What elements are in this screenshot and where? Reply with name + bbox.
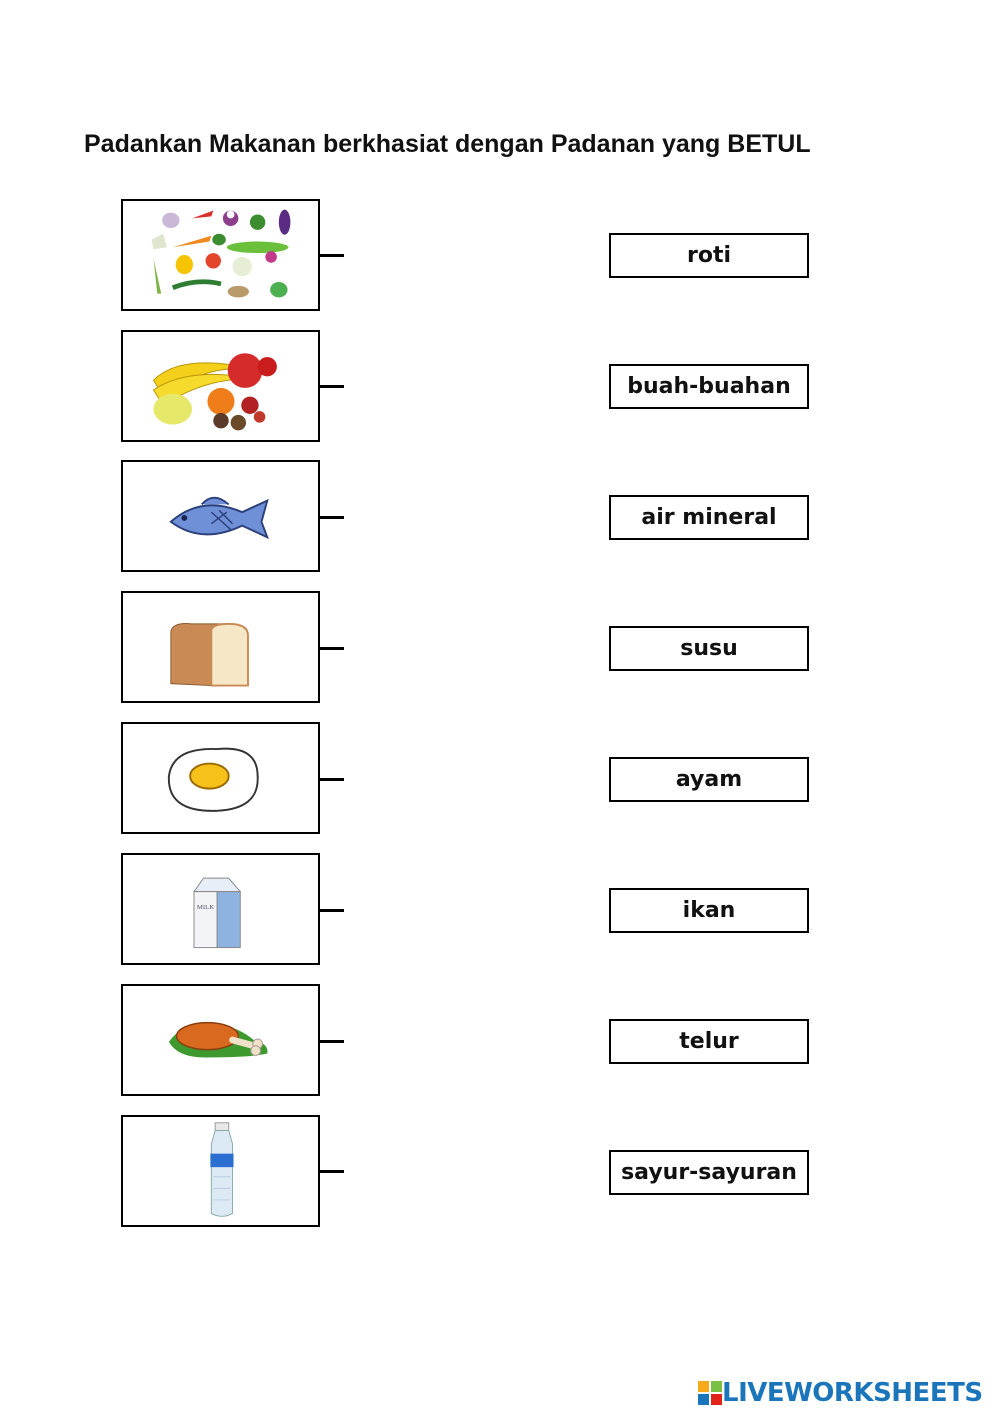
fish-image — [121, 460, 320, 572]
liveworksheets-icon — [698, 1381, 722, 1405]
word-box-telur[interactable] — [609, 1019, 809, 1064]
water-bottle-image — [121, 1115, 320, 1227]
milk-image — [121, 853, 320, 965]
word-box-susu[interactable] — [609, 626, 809, 671]
egg-image — [121, 722, 320, 834]
word-box-ikan[interactable] — [609, 888, 809, 933]
connector-line — [320, 1170, 344, 1173]
word-box-buah-buahan[interactable] — [609, 364, 809, 409]
word-label: sayur-sayuran — [621, 1160, 797, 1185]
word-label: ayam — [675, 767, 743, 792]
word-label: susu — [680, 636, 738, 661]
connector-line — [320, 385, 344, 388]
connector-line — [320, 647, 344, 650]
word-label: buah-buahan — [627, 374, 791, 399]
connector-line — [320, 254, 344, 257]
page-title: Padankan Makanan berkhasiat dengan Padanan yang BETUL — [84, 130, 811, 158]
word-label: air mineral — [641, 505, 777, 530]
word-box-ayam[interactable] — [609, 757, 809, 802]
fruits-image — [121, 330, 320, 442]
word-label: ikan — [682, 898, 736, 923]
connector-line — [320, 1040, 344, 1043]
word-box-roti[interactable] — [609, 233, 809, 278]
word-label: roti — [686, 243, 732, 268]
bread-image — [121, 591, 320, 703]
connector-line — [320, 516, 344, 519]
word-label: telur — [679, 1029, 739, 1054]
connector-line — [320, 778, 344, 781]
chicken-image — [121, 984, 320, 1096]
liveworksheets-logo — [698, 1378, 983, 1408]
brand-text: LIVEWORKSHEETS — [722, 1378, 983, 1408]
word-box-sayur-sayuran[interactable] — [609, 1150, 809, 1195]
connector-line — [320, 909, 344, 912]
word-box-air-mineral[interactable] — [609, 495, 809, 540]
vegetables-image — [121, 199, 320, 311]
milk-label: MILK — [196, 904, 215, 911]
